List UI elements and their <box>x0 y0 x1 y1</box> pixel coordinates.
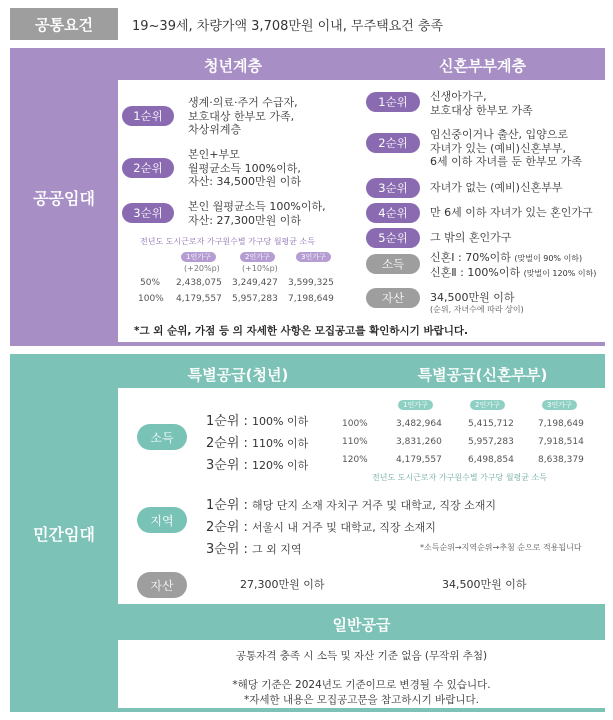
youth-row-1-val-1: 2,438,075 <box>176 278 222 288</box>
private-region-rank-2: 2순위 : 서울시 내 거주 및 대학교, 직장 소재지 <box>206 520 436 535</box>
private-region-rank-1: 1순위 : 해당 단지 소재 자치구 거주 및 대학교, 직장 소재지 <box>206 498 497 513</box>
private-table-row-3-val-3: 8,638,379 <box>538 455 584 465</box>
youth-row-1-val-3: 3,599,325 <box>288 278 334 288</box>
newlywed-asset-badge: 자산 <box>366 288 420 308</box>
newlywed-rank-5-badge: 5순위 <box>366 228 420 248</box>
newlywed-rank-2-badge: 2순위 <box>366 133 420 153</box>
private-table-row-2-val-2: 5,957,283 <box>468 437 514 447</box>
youth-col-1-tag: 1인가구 <box>181 252 216 262</box>
newlywed-income-badge: 소득 <box>366 254 420 274</box>
youth-row-2-val-2: 5,957,283 <box>232 294 278 304</box>
private-table-col-1: 1인가구 <box>398 400 433 410</box>
common-requirements-text: 19~39세, 차량가액 3,708만원 이내, 무주택요건 충족 <box>132 18 444 34</box>
private-table-row-2-pct: 110% <box>342 437 368 447</box>
special-newlywed-header: 특별공급(신혼부부) <box>417 366 548 384</box>
newlywed-rank-1-text: 신생아가구, 보호대상 한부모 가족 <box>430 90 533 117</box>
public-note: *그 외 순위, 가점 등 의 자세한 사항은 모집공고를 확인하시기 바랍니다. <box>134 325 469 337</box>
youth-row-1-val-2: 3,249,427 <box>232 278 278 288</box>
private-table-row-3-pct: 120% <box>342 455 368 465</box>
private-table-row-1-val-3: 7,198,649 <box>538 419 584 429</box>
newlywed-rank-2-text: 임신중이거나 출산, 입양으로 자녀가 있는 (예비)신혼부부, 6세 이하 자녀를 둔 한부모 가족 <box>430 128 582 168</box>
private-table-row-2-val-1: 3,831,260 <box>396 437 442 447</box>
youth-rank-3-badge: 3순위 <box>122 203 174 223</box>
public-rental-label: 공공임대 <box>33 188 95 208</box>
private-asset-youth: 27,300만원 이하 <box>240 578 325 591</box>
youth-col-2-tag: 2인가구 <box>240 252 275 262</box>
general-supply-header: 일반공급 <box>332 616 391 634</box>
footnote-1: *해당 기준은 2024년도 기준이므로 변경될 수 있습니다. <box>232 679 491 691</box>
private-region-rank-3: 3순위 : 그 외 지역 <box>206 542 302 557</box>
newlywed-asset-line-1: 34,500만원 이하 <box>430 291 515 304</box>
youth-col-2-sub: (+10%p) <box>242 264 278 273</box>
youth-rank-2-text: 본인+부모 월평균소득 100%이하, 자산: 34,500만원 이하 <box>188 148 301 188</box>
youth-header: 청년계층 <box>204 57 262 75</box>
private-rental-label: 민간임대 <box>33 524 95 544</box>
private-table-row-2-val-3: 7,918,514 <box>538 437 584 447</box>
youth-rank-2-badge: 2순위 <box>122 158 174 178</box>
newlywed-rank-4-badge: 4순위 <box>366 203 420 223</box>
youth-row-2-pct: 100% <box>138 294 164 304</box>
newlywed-asset-line-2: (순위, 자녀수에 따라 상이) <box>430 305 524 314</box>
newlywed-rank-1-badge: 1순위 <box>366 92 420 112</box>
newlywed-rank-3-badge: 3순위 <box>366 178 420 198</box>
private-region-badge: 지역 <box>137 507 187 533</box>
private-income-rank-1: 1순위 : 100% 이하 <box>206 414 309 429</box>
private-asset-badge: 자산 <box>137 572 187 598</box>
private-table-row-3-val-1: 4,179,557 <box>396 455 442 465</box>
private-table-row-1-val-2: 5,415,712 <box>468 419 514 429</box>
newlywed-income-line-2: 신혼Ⅱ : 100%이하 (맞벌이 120% 이하) <box>430 266 597 279</box>
private-table-col-2: 2인가구 <box>470 400 505 410</box>
footnote-2: *자세한 내용은 모집공고문을 참고하시기 바랍니다. <box>244 694 479 706</box>
common-requirements-label: 공통요건 <box>10 8 118 40</box>
private-asset-newlywed: 34,500만원 이하 <box>442 578 527 591</box>
newlywed-rank-4-text: 만 6세 이하 자녀가 있는 혼인가구 <box>430 206 593 219</box>
youth-rank-1-badge: 1순위 <box>122 106 174 126</box>
private-income-rank-2: 2순위 : 110% 이하 <box>206 436 309 451</box>
youth-rank-3-text: 본인 월평균소득 100%이하, 자산: 27,300만원 이하 <box>188 200 326 227</box>
youth-income-title: 전년도 도시근로자 가구원수별 가구당 월평균 소득 <box>140 237 316 246</box>
newlywed-rank-3-text: 자녀가 없는 (예비)신혼부부 <box>430 181 563 194</box>
youth-row-2-val-3: 7,198,649 <box>288 294 334 304</box>
private-income-rank-3: 3순위 : 120% 이하 <box>206 458 309 473</box>
private-table-caption: 전년도 도시근로자 가구원수별 가구당 월평균 소득 <box>372 473 548 482</box>
special-youth-header: 특별공급(청년) <box>187 366 289 384</box>
newlywed-income-line-1: 신혼Ⅰ : 70%이하 (맞벌이 90% 이하) <box>430 251 583 264</box>
youth-rank-1-text: 생계·의료·주거 수급자, 보호대상 한부모 가족, 차상위계층 <box>188 96 298 136</box>
newlywed-header: 신혼부부계층 <box>439 57 526 75</box>
private-table-row-1-val-1: 3,482,964 <box>396 419 442 429</box>
private-table-col-3: 3인가구 <box>542 400 577 410</box>
private-table-row-3-val-2: 6,498,854 <box>468 455 514 465</box>
general-supply-line: 공통자격 충족 시 소득 및 자산 기준 없음 (무작위 추첨) <box>235 650 488 662</box>
youth-row-1-pct: 50% <box>140 278 161 288</box>
private-income-badge: 소득 <box>137 424 187 450</box>
youth-row-2-val-1: 4,179,557 <box>176 294 222 304</box>
youth-col-1-sub: (+20%p) <box>184 264 220 273</box>
youth-col-3-tag: 3인가구 <box>296 252 331 262</box>
private-table-row-1-pct: 100% <box>342 419 368 429</box>
private-region-note: *소득순위→지역순위→추첨 순으로 적용됩니다 <box>420 543 582 552</box>
newlywed-rank-5-text: 그 밖의 혼인가구 <box>430 231 512 244</box>
